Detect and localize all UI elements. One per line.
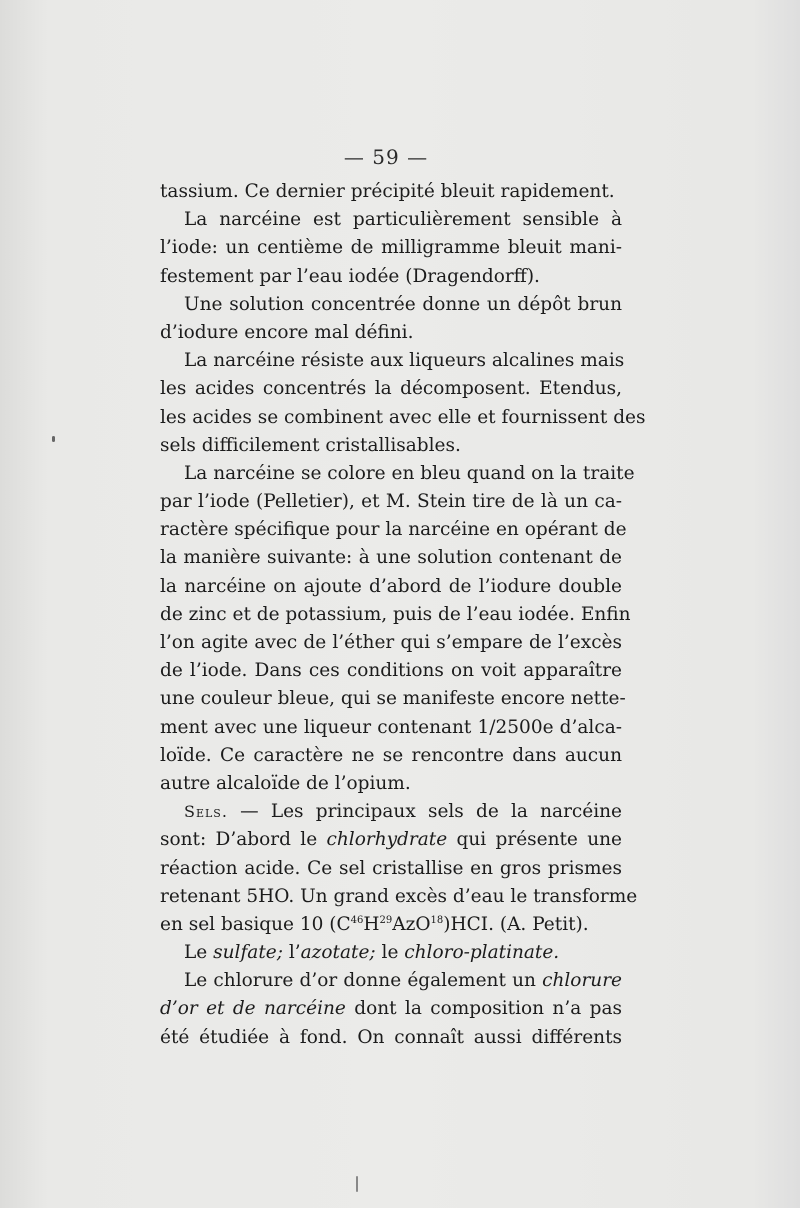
- text-line: la narcéine on ajoute d’abord de l’iodure double: [160, 575, 622, 597]
- text-line: autre alcaloïde de l’opium.: [160, 772, 411, 794]
- paragraph-lines: [160, 178, 646, 798]
- text-line: Le chlorure d’or donne également un chlorure: [184, 970, 622, 992]
- text-line: tassium. Ce dernier précipité bleuit rapidement.: [160, 181, 615, 202]
- body-text: [160, 178, 646, 1052]
- page-number: — 59 —: [343, 145, 429, 169]
- text-line: ractère spécifique pour la narcéine en opérant de: [160, 519, 627, 541]
- text-line: l’on agite avec de l’éther qui s’empare de l’excès: [160, 632, 622, 653]
- text-line: loïde. Ce caractère ne se rencontre dans aucun: [160, 744, 622, 766]
- text-line: Le sulfate; l’azotate; le chloro-platinate.: [184, 942, 560, 964]
- text-line: la manière suivante: à une solution contenant de: [160, 547, 622, 569]
- text-line: Une solution concentrée donne un dépôt brun: [184, 293, 622, 315]
- text-line: Sels. — Les principaux sels de la narcéine: [184, 801, 622, 823]
- text-line: retenant 5HO. Un grand excès d’eau le transforme: [160, 885, 638, 907]
- text-line: par l’iode (Pelletier), et M. Stein tire de là un ca-: [160, 491, 622, 513]
- text-line: La narcéine résiste aux liqueurs alcalines mais: [184, 350, 625, 372]
- text-line: l’iode: un centième de milligramme bleuit mani-: [160, 237, 622, 259]
- text-line: réaction acide. Ce sel cristallise en gros prismes: [160, 857, 622, 879]
- text-line: d’iodure encore mal défini.: [160, 321, 414, 343]
- text-line: les acides se combinent avec elle et fournissent des: [160, 406, 646, 428]
- text-line: une couleur bleue, qui se manifeste encore nette-: [160, 688, 626, 710]
- text-line: festement par l’eau iodée (Dragendorff).: [160, 265, 540, 287]
- text-line: les acides concentrés la décomposent. Etendus,: [160, 378, 622, 400]
- text-line: La narcéine se colore en bleu quand on la traite: [184, 462, 635, 484]
- text-line: ment avec une liqueur contenant 1/2500e d’alca-: [160, 716, 622, 738]
- ink-speck: [356, 1176, 358, 1192]
- ink-speck: [52, 436, 55, 442]
- text-line: été étudiée à fond. On connaît aussi différents: [160, 1026, 622, 1048]
- text-line: en sel basique 10 $(C^{46}H^{29}AzO^{18})HCI$. (A. Petit).: [160, 913, 589, 935]
- text-line: sels difficilement cristallisables.: [160, 434, 461, 456]
- text-line: La narcéine est particulièrement sensible à: [184, 209, 622, 231]
- text-line: de zinc et de potassium, puis de l’eau iodée. Enfin: [160, 603, 631, 625]
- section-label: Sels.: [184, 802, 228, 822]
- text-line: d’or et de narcéine dont la composition n’a pas: [160, 998, 622, 1020]
- text-line: sont: D’abord le chlorhydrate qui présente une: [160, 829, 622, 851]
- text-line: de l’iode. Dans ces conditions on voit apparaître: [160, 660, 622, 682]
